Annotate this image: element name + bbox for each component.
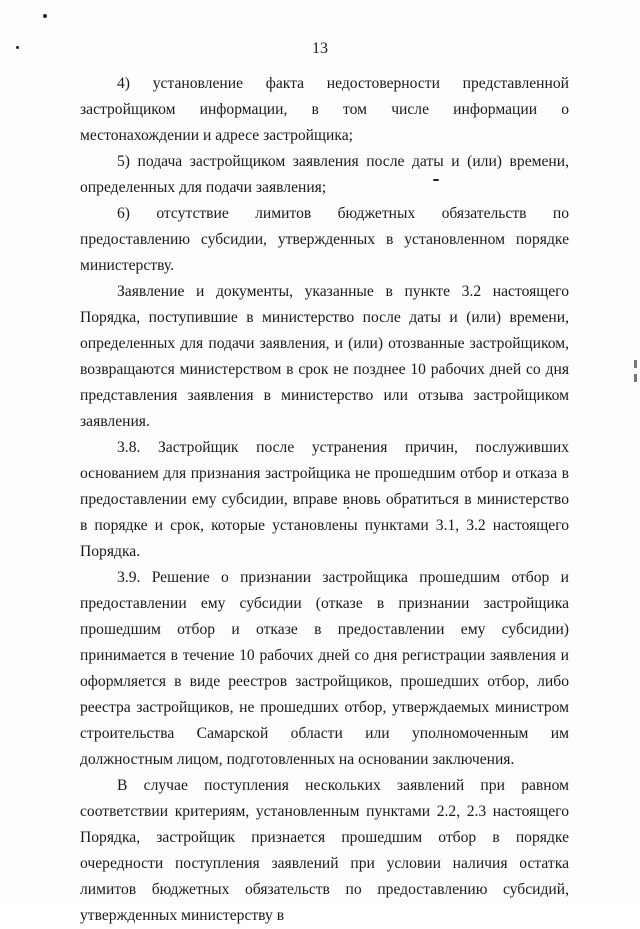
paragraph-3-9: 3.9. Решение о признании застройщика прошедшим отбор и предоставлении ему субсидии (отказе в признании застройщика прошедшим отбор и отказе в предоставлении ему субсидии) принимается в течение 10 рабочих дней со дня регистрации заявления и оформляется в виде реестров застройщиков, прошедших отбор, либо реестра застройщиков, не прошедших отбор, утверждаемых министром строительства Самарской области или уполномоченным им должностным лицом, подготовленных на основании заключения. — [80, 569, 569, 768]
paragraph-return-of-application: Заявление и документы, указанные в пункте 3.2 настоящего Порядка, поступившие в министерство после даты и (или) времени, определенных для подачи заявления, и (или) отозванные застройщиком, возвращаются министерством в срок не позднее 10 рабочих дней со дня представления заявления в министерство или отзыва застройщиком заявления. — [80, 283, 569, 430]
paragraph-item-4: 4) установление факта недостоверности представленной застройщиком информации, в том числе информации о местонахождении и адресе застройщика; — [80, 75, 569, 144]
page-number: 13 — [312, 40, 328, 57]
scan-dot — [43, 14, 47, 18]
paragraph-3-8: 3.8. Застройщик после устранения причин, послуживших основанием для признания застройщика не прошедшим отбор и отказа в предоставлении ему субсидии, вправе вновь обратиться в министерство в порядке и срок, которые установлены пунктами 3.1, 3.2 настоящего Порядка. — [80, 439, 569, 560]
paragraph-item-5: 5) подача застройщиком заявления после даты и (или) времени, определенных для подачи заявления; — [80, 153, 569, 196]
scan-edge-mark — [634, 360, 637, 368]
paragraph-equal-criteria: В случае поступления нескольких заявлений при равном соответствии критериям, установленным пунктами 2.2, 2.3 настоящего Порядка, застройщик признается прошедшим отбор в порядке очередности поступления заявлений при условии наличия остатка лимитов бюджетных обязательств по предоставлению субсидий, утвержденных министерству в — [80, 777, 569, 924]
paragraph-item-6: 6) отсутствие лимитов бюджетных обязательств по предоставлению субсидии, утвержденных в установленном порядке министерству. — [80, 205, 569, 274]
document-body — [80, 71, 569, 929]
scan-edge-mark — [634, 374, 637, 382]
